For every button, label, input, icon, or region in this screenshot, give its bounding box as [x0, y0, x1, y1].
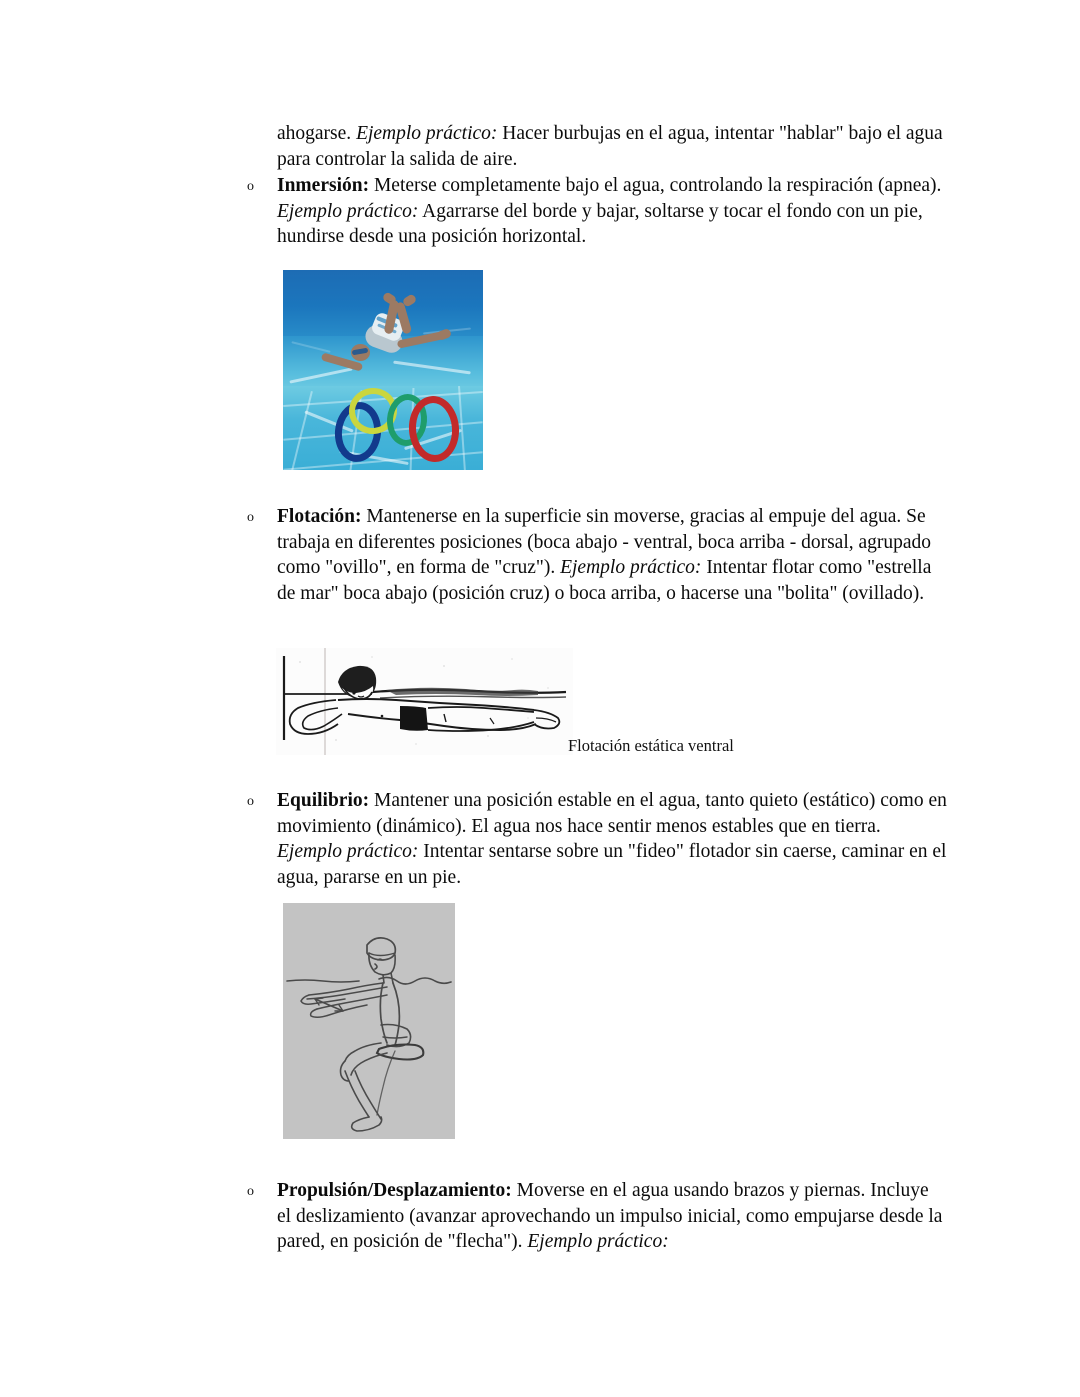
list-item-equilibrio-body1: Mantener una posición estable en el agua, tanto quieto (estático) como en movimiento (dinámico). El agua nos hace sentir menos estables que en tierra.	[277, 790, 947, 837]
paragraph-ahogarse-emphasis: Ejemplo práctico:	[356, 123, 498, 144]
list-item-equilibrio-term: Equilibrio:	[277, 790, 370, 811]
list-item-equilibrio-body2: Intentar sentarse sobre un "fideo" flotador sin caerse, caminar en el agua, pararse en un pie.	[277, 841, 947, 888]
paragraph-ahogarse-lead: ahogarse.	[277, 123, 357, 144]
bullet-marker-icon: o	[247, 1183, 254, 1199]
paragraph-ahogarse	[277, 121, 947, 172]
list-item-flotacion-term: Flotación:	[277, 506, 362, 527]
list-item-inmersion-emphasis: Ejemplo práctico:	[277, 200, 419, 222]
figure-ventral-float-drawing	[276, 648, 573, 755]
list-item-inmersion-body1: Meterse completamente bajo el agua, controlando la respiración (apnea).	[369, 175, 942, 196]
bullet-marker-icon: o	[247, 178, 254, 194]
list-item-equilibrio-emphasis: Ejemplo práctico:	[277, 841, 419, 863]
figure-balance-sketch	[283, 903, 455, 1139]
bullet-marker-icon: o	[247, 509, 254, 525]
paragraph-ahogarse-rest: Hacer burbujas en el agua, intentar "hablar" bajo el agua para controlar la salida de aire.	[277, 123, 943, 170]
list-item-propulsion-body1: Moverse en el agua usando brazos y piernas. Incluye el deslizamiento (avanzar aprovechando un impulso inicial, como empujarse desde la pared, en posición de "flecha").	[277, 1180, 943, 1253]
list-item-flotacion	[247, 504, 947, 606]
list-item-flotacion-emphasis: Ejemplo práctico:	[560, 557, 702, 579]
list-item-inmersion	[247, 173, 947, 250]
list-item-propulsion	[247, 1178, 947, 1255]
list-item-flotacion-body1: Mantenerse en la superficie sin moverse, gracias al empuje del agua. Se trabaja en diferentes posiciones (boca abajo - ventral, boca arriba - dorsal, agrupado como "ovillo", en forma de "cruz").	[277, 506, 932, 579]
bullet-marker-icon: o	[247, 793, 254, 809]
list-item-inmersion-body2: Agarrarse del borde y bajar, soltarse y tocar el fondo con un pie, hundirse desde una posición horizontal.	[277, 200, 923, 248]
figure-ventral-float-caption: Flotación estática ventral	[568, 736, 734, 755]
list-item-propulsion-term: Propulsión/Desplazamiento:	[277, 1180, 512, 1201]
swimmer-figure	[313, 292, 453, 382]
figure-underwater-photo	[283, 270, 483, 470]
list-item-inmersion-term: Inmersión:	[277, 175, 370, 196]
list-item-equilibrio	[247, 788, 947, 890]
list-item-flotacion-body2: Intentar flotar como "estrella de mar" boca abajo (posición cruz) o boca arriba, o hacerse una "bolita" (ovillado).	[277, 557, 932, 604]
list-item-propulsion-emphasis: Ejemplo práctico:	[527, 1231, 669, 1253]
